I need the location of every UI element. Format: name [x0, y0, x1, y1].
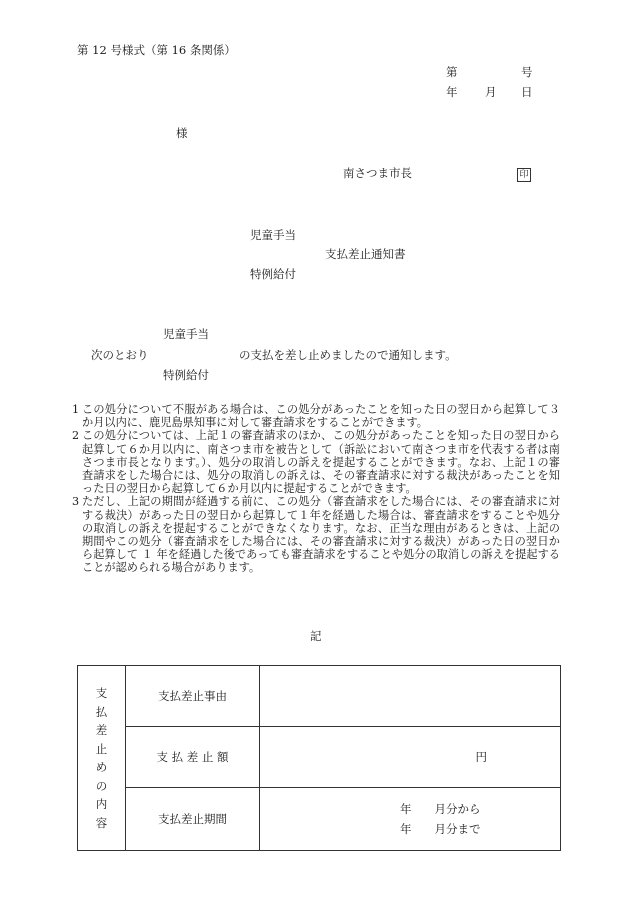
amount-value: [260, 727, 561, 788]
reason-value: [260, 666, 561, 727]
body-option-jido-teate: 児童手当: [163, 327, 209, 341]
note-item: 1 この処分について不服がある場合は、この処分があったことを知った日の翌日から起算して３か月以内に、鹿児島県知事に対して審査請求をすることができます。: [72, 403, 560, 430]
reason-label: 支払差止事由: [126, 666, 260, 727]
detail-table: [77, 665, 561, 851]
yen-unit: 円: [475, 750, 487, 764]
period-value: [260, 788, 561, 851]
date-month-label: 月: [485, 85, 497, 99]
ki-heading: 記: [310, 629, 322, 643]
document-number-suffix: 号: [521, 65, 533, 79]
date-year-label: 年: [446, 85, 458, 99]
body-suffix: の支払を差し止めましたので通知します。: [239, 348, 457, 362]
addressee-suffix: 様: [176, 126, 188, 140]
title-option-tokurei-kyufu: 特例給付: [250, 267, 296, 281]
body-option-tokurei-kyufu: 特例給付: [163, 368, 209, 382]
amount-label: 支 払 差 止 額: [126, 727, 260, 788]
issuer-name: 南さつま市長: [343, 166, 412, 180]
appeal-notes: [72, 403, 560, 575]
vertical-header-text: 支払差止めの内容: [95, 686, 108, 830]
form-title: 第 12 号様式（第 16 条関係）: [77, 43, 236, 57]
period-from: 年 月分から: [400, 802, 481, 816]
seal-mark: [517, 167, 531, 182]
title-option-jido-teate: 児童手当: [250, 228, 296, 242]
period-to: 年 月分まで: [400, 822, 481, 836]
period-label: 支払差止期間: [126, 788, 260, 851]
seal-icon: 印: [517, 168, 531, 182]
body-prefix: 次のとおり: [91, 348, 149, 362]
note-item: 3 ただし、上記の期間が経過する前に、この処分（審査請求をした場合には、その審査請求に対する裁決）があった日の翌日から起算して１年を経過した場合は、審査請求をすることや処分の取消しの訴えを提起することができなくなります。なお、正当な理由があるときは、上記の期間やこの処分（審査請求をした場合には、その審査請求に対する裁決）があった日の翌日から起算して １ 年を経過した後であっても審査請求をすることや処分の取消しの訴えを提起することが認められる場合があります。: [72, 495, 560, 575]
document-title: 支払差止通知書: [325, 247, 406, 261]
vertical-header-cell: [78, 666, 126, 851]
document-number-prefix: 第: [446, 65, 458, 79]
date-day-label: 日: [521, 85, 533, 99]
note-item: 2 この処分については、上記１の審査請求のほか、この処分があったことを知った日の翌日から起算して６か月以内に、南さつま市を被告として（訴訟において南さつま市を代表する者は南さつま市長となります。）、処分の取消しの訴えを提起することができます。なお、上記１の審査請求をした場合には、処分の取消しの訴えは、その審査請求に対する裁決があったことを知った日の翌日から起算して６か月以内に提起することができます。: [72, 429, 560, 496]
